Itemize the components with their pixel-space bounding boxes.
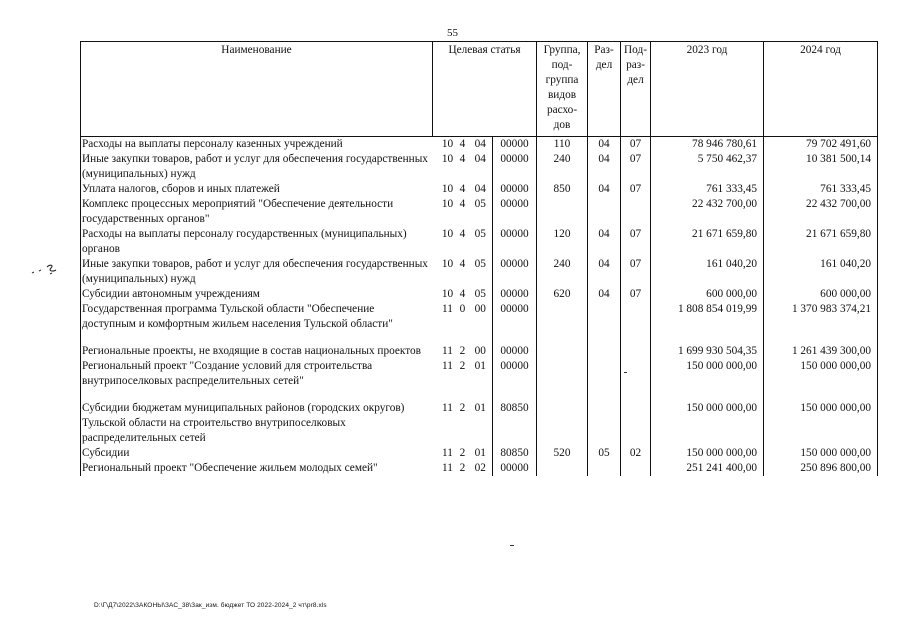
table-row [81, 302, 878, 332]
table-row [81, 227, 878, 257]
group-code [537, 359, 588, 389]
code-a: 10 [441, 198, 454, 210]
amount-2023: 150 000 000,00 [651, 359, 764, 389]
code-d: 00000 [493, 137, 537, 153]
amount-2024: 150 000 000,00 [764, 401, 878, 446]
code-b: 4 [459, 183, 466, 195]
name: Государственная программа Тульской области "Обеспечение доступным и комфортным жильем населения Тульской области" [81, 302, 433, 332]
code-b: 0 [459, 303, 466, 315]
amount-2024: 150 000 000,00 [764, 359, 878, 389]
code-c: 05 [474, 258, 486, 270]
group-code: 240 [537, 257, 588, 287]
amount-2024: 1 261 439 300,00 [764, 344, 878, 359]
table-row [81, 461, 878, 476]
budget-table [80, 41, 878, 476]
code-a: 10 [441, 138, 454, 150]
code-a: 11 [442, 303, 453, 315]
table-header [81, 42, 878, 137]
code-b: 2 [459, 462, 466, 474]
subsection-code [621, 302, 651, 332]
subsection-code: 07 [621, 257, 651, 287]
name: Субсидии [81, 446, 433, 461]
table-row [81, 287, 878, 302]
code-a: 10 [441, 153, 454, 165]
section-code [588, 461, 621, 476]
group-code: 850 [537, 182, 588, 197]
name: Региональный проект "Обеспечение жильем молодых семей" [81, 461, 433, 476]
subsection-code: 02 [621, 446, 651, 461]
header-year-2023: 2023 год [651, 42, 764, 137]
table-row [81, 197, 878, 227]
code-a: 11 [442, 402, 453, 414]
code-b: 4 [459, 288, 466, 300]
group-code: 520 [537, 446, 588, 461]
code-c: 01 [474, 360, 486, 372]
group-code [537, 344, 588, 359]
code-a: 11 [442, 462, 453, 474]
amount-2024: 761 333,45 [764, 182, 878, 197]
group-code: 240 [537, 152, 588, 182]
name: Расходы на выплаты персоналу казенных учреждений [81, 137, 433, 153]
table-row [81, 446, 878, 461]
amount-2024: 22 432 700,00 [764, 197, 878, 227]
table-row [81, 152, 878, 182]
header-name: Наименование [81, 42, 433, 137]
amount-2023: 251 241 400,00 [651, 461, 764, 476]
group-code: 120 [537, 227, 588, 257]
group-code [537, 197, 588, 227]
code-c: 04 [474, 153, 486, 165]
code-a: 10 [441, 228, 454, 240]
amount-2023: 150 000 000,00 [651, 401, 764, 446]
group-code [537, 401, 588, 446]
code-d: 00000 [493, 302, 537, 332]
page-number: 55 [447, 27, 458, 39]
subsection-code: 07 [621, 182, 651, 197]
section-code: 04 [588, 182, 621, 197]
amount-2023: 161 040,20 [651, 257, 764, 287]
code-d: 00000 [493, 257, 537, 287]
code-b: 2 [459, 360, 466, 372]
section-code: 05 [588, 446, 621, 461]
name: Иные закупки товаров, работ и услуг для обеспечения государственных (муниципальных) нужд [81, 257, 433, 287]
amount-2023: 78 946 780,61 [651, 137, 764, 153]
group-code [537, 461, 588, 476]
code-c: 04 [474, 138, 486, 150]
table-row [81, 257, 878, 287]
header-subsection: Под-раз-дел [621, 42, 651, 137]
code-c: 00 [474, 303, 486, 315]
section-code: 04 [588, 257, 621, 287]
spacer-row [81, 389, 878, 401]
code-b: 2 [459, 345, 466, 357]
subsection-code: 07 [621, 137, 651, 153]
code-c: 01 [474, 402, 486, 414]
code-a: 10 [441, 258, 454, 270]
code-c: 02 [474, 462, 486, 474]
code-d: 00000 [493, 287, 537, 302]
code-c: 05 [474, 228, 486, 240]
header-target: Целевая статья [433, 42, 537, 137]
code-b: 4 [459, 153, 466, 165]
code-a: 11 [442, 360, 453, 372]
code-c: 01 [474, 447, 486, 459]
code-b: 4 [459, 198, 466, 210]
section-code [588, 197, 621, 227]
amount-2024: 600 000,00 [764, 287, 878, 302]
table-row [81, 401, 878, 446]
table-row [81, 182, 878, 197]
code-a: 10 [441, 288, 454, 300]
code-d: 00000 [493, 227, 537, 257]
footer-file-path: D:\Г\Д7\2022\ЗАКОНЫ\ЗАС_38\Зак_изм. бюджет ТО 2022-2024_2 чт\pr8.xls [94, 602, 327, 609]
subsection-code [621, 197, 651, 227]
name: Субсидии бюджетам муниципальных районов (городских округов) Тульской области на строительство внутрипоселковых распределительных сетей [81, 401, 433, 446]
code-b: 2 [459, 447, 466, 459]
header-year-2024: 2024 год [764, 42, 878, 137]
group-code [537, 302, 588, 332]
section-code: 04 [588, 137, 621, 153]
amount-2023: 21 671 659,80 [651, 227, 764, 257]
code-d: 00000 [493, 182, 537, 197]
code-d: 00000 [493, 359, 537, 389]
amount-2024: 10 381 500,14 [764, 152, 878, 182]
name: Субсидии автономным учреждениям [81, 287, 433, 302]
amount-2024: 1 370 983 374,21 [764, 302, 878, 332]
header-section: Раз-дел [588, 42, 621, 137]
spacer-row [81, 332, 878, 344]
amount-2023: 761 333,45 [651, 182, 764, 197]
subsection-code: 07 [621, 227, 651, 257]
amount-2024: 250 896 800,00 [764, 461, 878, 476]
header-group: Группа, под-группа видов расхо-дов [537, 42, 588, 137]
code-b: 2 [459, 402, 466, 414]
stray-mark [510, 545, 514, 546]
section-code [588, 302, 621, 332]
code-a: 11 [442, 345, 453, 357]
code-d: 80850 [493, 401, 537, 446]
amount-2024: 161 040,20 [764, 257, 878, 287]
table-row [81, 344, 878, 359]
group-code: 620 [537, 287, 588, 302]
code-a: 10 [441, 183, 454, 195]
amount-2024: 150 000 000,00 [764, 446, 878, 461]
subsection-code [621, 344, 651, 359]
section-code: 04 [588, 287, 621, 302]
group-code: 110 [537, 137, 588, 153]
handwritten-mark [30, 262, 64, 283]
subsection-code [621, 401, 651, 446]
code-d: 00000 [493, 197, 537, 227]
name: Уплата налогов, сборов и иных платежей [81, 182, 433, 197]
code-d: 00000 [493, 344, 537, 359]
subsection-code [621, 359, 651, 389]
subsection-code: 07 [621, 287, 651, 302]
code-c: 04 [474, 183, 486, 195]
name: Региональный проект "Создание условий для строительства внутрипоселковых распределительных сетей" [81, 359, 433, 389]
amount-2024: 21 671 659,80 [764, 227, 878, 257]
name: Расходы на выплаты персоналу государственных (муниципальных) органов [81, 227, 433, 257]
code-d: 80850 [493, 446, 537, 461]
code-d: 00000 [493, 461, 537, 476]
section-code: 04 [588, 152, 621, 182]
stray-mark [624, 372, 627, 373]
amount-2024: 79 702 491,60 [764, 137, 878, 153]
amount-2023: 22 432 700,00 [651, 197, 764, 227]
code-c: 05 [474, 198, 486, 210]
section-code [588, 344, 621, 359]
amount-2023: 1 808 854 019,99 [651, 302, 764, 332]
amount-2023: 5 750 462,37 [651, 152, 764, 182]
subsection-code [621, 461, 651, 476]
code-c: 00 [474, 345, 486, 357]
section-code: 04 [588, 227, 621, 257]
section-code [588, 359, 621, 389]
section-code [588, 401, 621, 446]
code-b: 4 [459, 228, 466, 240]
name: Региональные проекты, не входящие в состав национальных проектов [81, 344, 433, 359]
code-d: 00000 [493, 152, 537, 182]
name: Комплекс процессных мероприятий "Обеспечение деятельности государственных органов" [81, 197, 433, 227]
code-b: 4 [459, 258, 466, 270]
name: Иные закупки товаров, работ и услуг для обеспечения государственных (муниципальных) нужд [81, 152, 433, 182]
amount-2023: 1 699 930 504,35 [651, 344, 764, 359]
table-row [81, 137, 878, 153]
amount-2023: 600 000,00 [651, 287, 764, 302]
code-a: 11 [442, 447, 453, 459]
table-row [81, 359, 878, 389]
code-b: 4 [459, 138, 466, 150]
code-c: 05 [474, 288, 486, 300]
subsection-code: 07 [621, 152, 651, 182]
amount-2023: 150 000 000,00 [651, 446, 764, 461]
